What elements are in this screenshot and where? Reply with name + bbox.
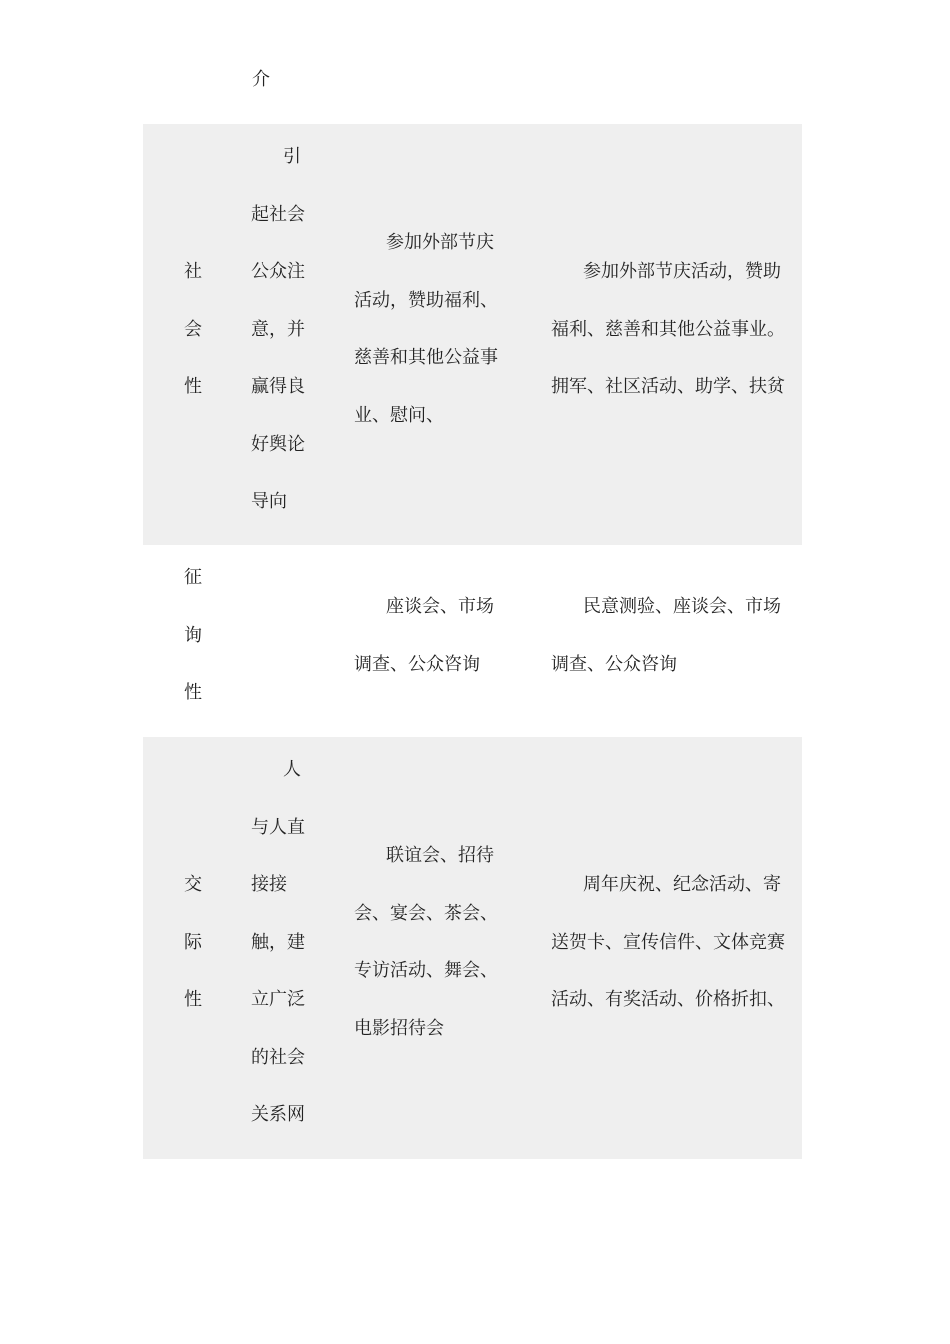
form-cell: 座谈会、市场 调查、公众咨询 <box>354 596 494 675</box>
table-row-social <box>143 124 802 545</box>
table-row-inquiry <box>143 545 802 737</box>
purpose-cell: 人 与人直 接接 触，建 立广泛 的社会 关系网 <box>251 759 305 1125</box>
category-cell: 社 会 性 <box>184 261 202 397</box>
form-cell: 联谊会、招待 会、宴会、茶会、 专访活动、舞会、 电影招待会 <box>354 845 498 1039</box>
example-cell: 周年庆祝、纪念活动、寄 送贺卡、宣传信件、文体竞赛 活动、有奖活动、价格折扣、 <box>551 874 785 1010</box>
form-cell: 参加外部节庆 活动，赞助福利、 慈善和其他公益事 业、慰问、 <box>354 232 498 426</box>
example-cell: 民意测验、座谈会、市场 调查、公众咨询 <box>551 596 781 675</box>
continued-text: 介 <box>252 69 270 90</box>
purpose-cell: 引 起社会 公众注 意，并 赢得良 好舆论 导向 <box>251 146 305 512</box>
table-row-social-interaction <box>143 737 802 1159</box>
category-cell: 征 询 性 <box>184 567 202 703</box>
example-cell: 参加外部节庆活动，赞助 福利、慈善和其他公益事业。 拥军、社区活动、助学、扶贫 <box>551 261 785 397</box>
category-cell: 交 际 性 <box>184 874 202 1010</box>
